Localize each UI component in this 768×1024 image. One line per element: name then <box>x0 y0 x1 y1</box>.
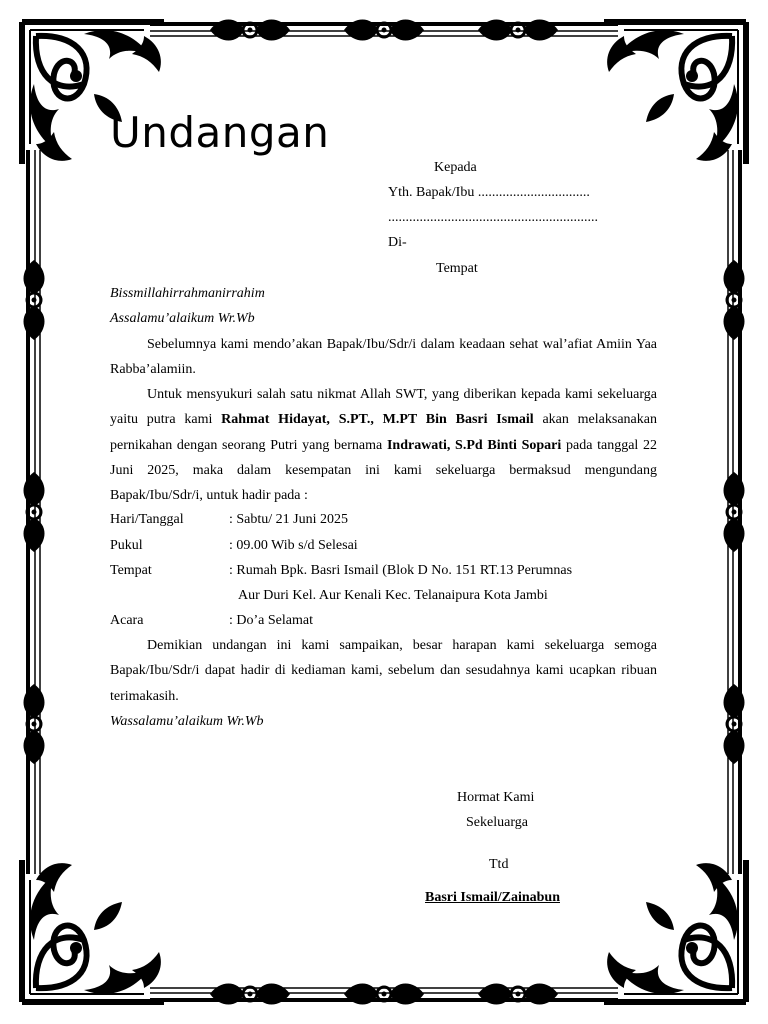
signature-name: Basri Ismail/Zainabun <box>425 890 560 905</box>
signature-ttd: Ttd <box>489 857 509 872</box>
detail-value-time: : 09.00 Wib s/d Selesai <box>229 538 358 553</box>
paragraph-2 <box>110 382 657 508</box>
basmalah: Bissmillahirrahmanirrahim <box>110 286 265 301</box>
detail-label-time: Pukul <box>110 538 143 553</box>
paragraph-2-part3: pada tanggal 22 Juni 2025, maka dalam kesempatan ini kami sekeluarga bermaksud mengundang Bapak/Ibu/Sdr/i, untuk hadir pada : <box>110 437 658 504</box>
recipient-kepada: Kepada <box>434 160 477 175</box>
detail-value-event: : Do’a Selamat <box>229 613 313 628</box>
detail-label-date: Hari/Tanggal <box>110 512 184 527</box>
bride-name: Indrawati, S.Pd Binti Sopari <box>386 437 562 453</box>
detail-label-place: Tempat <box>110 563 152 578</box>
detail-label-event: Acara <box>110 613 144 628</box>
groom-name: Rahmat Hidayat, S.PT., M.PT Bin Basri Ismail <box>221 412 534 428</box>
recipient-yth: Yth. Bapak/Ibu ................................ <box>388 185 590 200</box>
detail-value-place-line2: Aur Duri Kel. Aur Kenali Kec. Telanaipura Kota Jambi <box>238 588 548 603</box>
detail-value-date: : Sabtu/ 21 Juni 2025 <box>229 512 349 527</box>
signature-sekeluarga: Sekeluarga <box>466 815 528 830</box>
document-title: Undangan <box>110 108 330 157</box>
paragraph-1 <box>110 332 657 383</box>
signature-hormat: Hormat Kami <box>457 790 535 805</box>
recipient-di: Di- <box>388 235 407 250</box>
recipient-tempat: Tempat <box>436 261 478 276</box>
closing-salam: Wassalamu’alaikum Wr.Wb <box>110 714 264 729</box>
recipient-dots: ............................................................ <box>388 210 598 225</box>
paragraph-3-text: Demikian undangan ini kami sampaikan, besar harapan kami sekeluarga semoga Bapak/Ibu/Sdr/i dapat hadir di kediaman kami, sebelum dan sesudahnya kami ucapkan ribuan terimakasih. <box>110 638 657 704</box>
detail-value-place: : Rumah Bpk. Basri Ismail (Blok D No. 151 RT.13 Perumnas <box>229 563 573 578</box>
paragraph-3 <box>110 633 657 709</box>
paragraph-2-part1: Untuk mensyukuri salah satu nikmat Allah SWT, yang diberikan kepada kami sekeluarga yaitu putra kami <box>110 387 657 428</box>
paragraph-2-part2: akan melaksanakan pernikahan dengan seorang Putri yang bernama <box>110 412 657 453</box>
paragraph-1-text: Sebelumnya kami mendo’akan Bapak/Ibu/Sdr/i dalam keadaan sehat wal’afiat Amiin Yaa Rabba’alamiin. <box>110 337 657 378</box>
opening-salam: Assalamu’alaikum Wr.Wb <box>110 311 255 326</box>
